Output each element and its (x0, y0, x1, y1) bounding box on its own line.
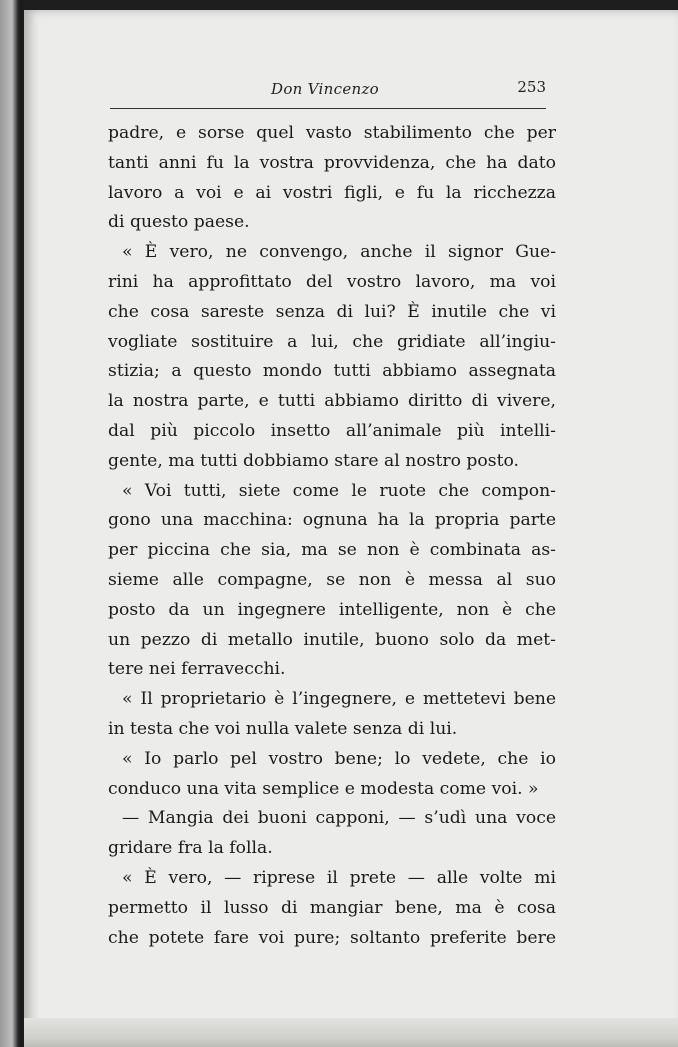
text-line: gridare fra la folla. (108, 838, 273, 859)
body-text (108, 119, 556, 953)
text-line: tanti anni fu la vostra provvidenza, che ha dato (108, 152, 556, 173)
text-line: vogliate sostituire a lui, che gridiate all’ingiu- (108, 331, 556, 352)
binding-shadow (0, 0, 22, 1047)
text-line: la nostra parte, e tutti abbiamo diritto di vivere, (108, 391, 556, 412)
text-line: — Mangia dei buoni capponi, — s’udì una voce (122, 808, 556, 829)
text-line: lavoro a voi e ai vostri figli, e fu la ricchezza (108, 182, 556, 203)
page-number: 253 (517, 78, 546, 96)
text-line: stizia; a questo mondo tutti abbiamo assegnata (108, 361, 556, 382)
text-line: « È vero, ne convengo, anche il signor Gue- (122, 242, 556, 263)
text-line: che potete fare voi pure; soltanto preferite bere (108, 927, 556, 948)
text-line: che cosa sareste senza di lui? È inutile che vi (108, 301, 556, 322)
text-line: « È vero, — riprese il prete — alle volte mi (122, 867, 556, 888)
text-line: in testa che voi nulla valete senza di lui. (108, 718, 458, 739)
text-line: per piccina che sia, ma se non è combinata as- (108, 540, 556, 561)
text-line: un pezzo di metallo inutile, buono solo da met- (108, 629, 556, 650)
page-header (104, 78, 546, 102)
text-line: « Il proprietario è l’ingegnere, e mettetevi bene (122, 689, 556, 710)
header-rule (110, 108, 546, 109)
text-line: rini ha approfittato del vostro lavoro, ma voi (108, 271, 556, 292)
text-line: padre, e sorse quel vasto stabilimento che per (108, 123, 556, 143)
text-line: conduco una vita semplice e modesta come voi. » (108, 778, 539, 799)
running-title: Don Vincenzo (271, 80, 379, 98)
text-line: sieme alle compagne, se non è messa al suo (108, 569, 556, 590)
text-line: di questo paese. (108, 212, 250, 233)
text-line: « Io parlo pel vostro bene; lo vedete, che io (122, 748, 556, 769)
text-line: gente, ma tutti dobbiamo stare al nostro posto. (108, 450, 520, 471)
text-line: posto da un ingegnere intelligente, non è che (108, 599, 556, 620)
text-line: gono una macchina: ognuna ha la propria parte (108, 510, 556, 531)
text-line: « Voi tutti, siete come le ruote che compon- (122, 480, 556, 501)
page-bottom-edge (24, 1018, 678, 1047)
text-line: tere nei ferravecchi. (108, 659, 286, 680)
text-line: dal più piccolo insetto all’animale più intelli- (108, 420, 556, 441)
text-line: permetto il lusso di mangiar bene, ma è cosa (108, 897, 556, 918)
